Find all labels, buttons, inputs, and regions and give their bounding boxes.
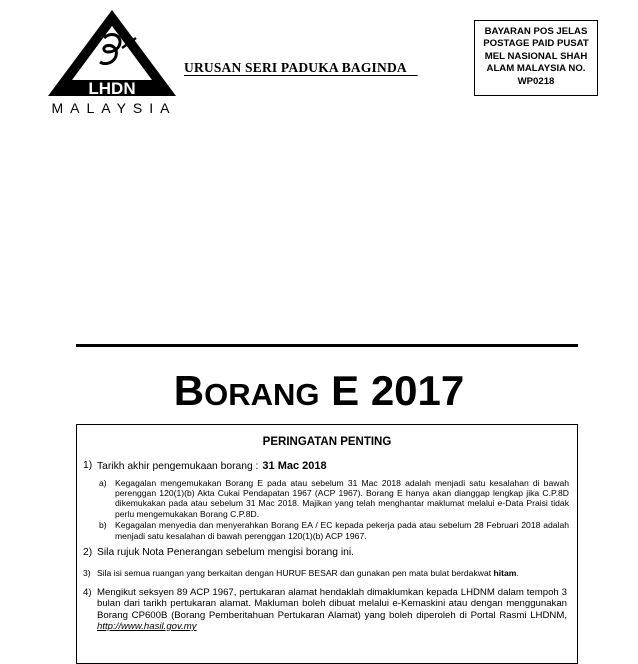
title-initial: B	[173, 367, 205, 414]
item-text: Mengikut seksyen 89 ACP 1967, pertukaran alamat hendaklah dimaklumkan kepada LHDNM dalam tempoh 3 bulan dari tarikh pertukaran alamat. Makluman boleh dibuat melalui e-Kemaskini atau dengan menggunakan Borang CP600B (Borang Pemberitahuan Pertukaran Alamat) yang boleh diperoleh di Portal Rasmi LHDNM,	[97, 587, 567, 621]
item-bold-text: hitam	[493, 567, 517, 578]
notice-item-2	[77, 547, 577, 560]
subitem-text: Kegagalan mengemukakan Borang E pada atau sebelum 31 Mac 2018 adalah menjadi satu kesalahan di bawah perenggan 120(1)(b) Akta Cukai Pendapatan 1967 (ACP 1967). Borang E hanya akan dianggap lengkap jika C.P.8D dikemukakan pada atau sebelum 31 Mac 2018. Majikan yang telah menghantar maklumat melalui e-Data Praisi tidak perlu mengemukakan Borang C.P.8D.	[115, 477, 569, 519]
deadline-date: 31 Mac 2018	[262, 460, 327, 472]
item-text: Sila rujuk Nota Penerangan sebelum mengisi borang ini.	[97, 547, 354, 559]
notice-box	[76, 424, 578, 664]
notice-item-3	[77, 567, 577, 580]
title-smallcaps: ORANG	[204, 377, 320, 412]
subitem-letter: a)	[99, 477, 107, 488]
item-text: Sila isi semua ruangan yang berkaitan dengan HURUF BESAR dan gunakan pen mata bulat berdakwat	[97, 567, 494, 578]
logo-text: LHDN	[88, 79, 136, 98]
logo-country: MALAYSIA	[51, 100, 177, 116]
item-number: 1)	[83, 460, 93, 471]
horizontal-rule	[76, 344, 578, 347]
title-rest: E 2017	[319, 367, 465, 414]
form-title	[0, 368, 638, 418]
postage-line: MEL NASIONAL SHAH	[484, 50, 588, 62]
subitem-text: Kegagalan menyedia dan menyerahkan Borang EA / EC kepada pekerja pada atau sebelum 28 Februari 2018 adalah menjadi satu kesalahan di bawah perenggan 120(1)(b) ACP 1967.	[115, 520, 569, 541]
lhdn-logo	[44, 8, 180, 118]
item-text-end: .	[516, 567, 519, 578]
subitem-letter: b)	[99, 520, 107, 531]
urusan-header: URUSAN SERI PADUKA BAGINDA	[184, 60, 407, 75]
item-number: 4)	[83, 587, 92, 599]
postage-line: BAYARAN POS JELAS	[484, 26, 588, 37]
notice-title: PERINGATAN PENTING	[262, 436, 392, 448]
item-number: 3)	[83, 567, 91, 578]
postage-line: WP0218	[517, 75, 555, 87]
portal-link[interactable]: http://www.hasil.gov.my	[97, 620, 197, 632]
postage-box	[474, 20, 598, 96]
notice-item-4	[77, 587, 577, 632]
postage-line: POSTAGE PAID PUSAT	[483, 38, 589, 50]
item-text: Tarikh akhir pengemukaan borang :	[97, 461, 259, 472]
lhdn-triangle-emblem	[44, 8, 180, 100]
notice-subitem-a	[77, 478, 577, 520]
item-number: 2)	[83, 547, 93, 559]
notice-item-1	[77, 460, 577, 474]
notice-subitem-b	[77, 520, 577, 541]
postage-line: ALAM MALAYSIA NO.	[486, 63, 586, 75]
